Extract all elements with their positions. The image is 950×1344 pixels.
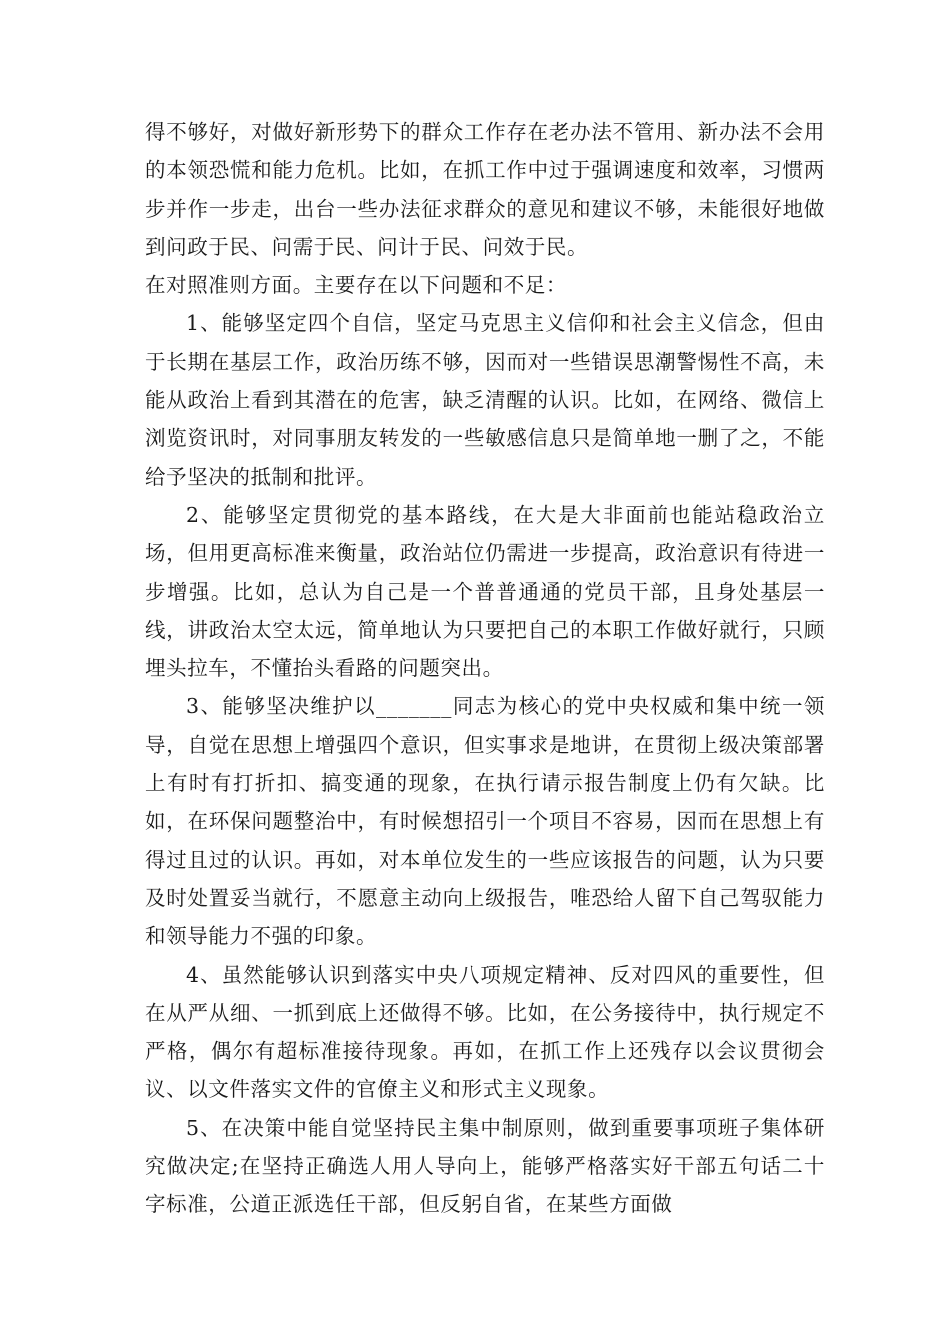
document-body <box>145 113 825 1224</box>
paragraph-continuation: 得不够好，对做好新形势下的群众工作存在老办法不管用、新办法不会用的本领恐慌和能力危机。比如，在抓工作中过于强调速度和效率，习惯两步并作一步走，出台一些办法征求群众的意见和建议不够，未能很好地做到问政于民、问需于民、问计于民、问效于民。 <box>145 120 825 259</box>
paragraph-item-3: 3、能够坚决维护以_______同志为核心的党中央权威和集中统一领导，自觉在思想上增强四个意识，但实事求是地讲，在贯彻上级决策部署上有时有打折扣、搞变通的现象，在执行请示报告制度上仍有欠缺。比如，在环保问题整治中，有时候想招引一个项目不容易，因而在思想上有得过且过的认识。再如，对本单位发生的一些应该报告的问题，认为只要及时处置妥当就行，不愿意主动向上级报告，唯恐给人留下自己驾驭能力和领导能力不强的印象。 <box>145 694 825 949</box>
paragraph-intro: 在对照准则方面。主要存在以下问题和不足： <box>145 273 567 298</box>
paragraph-item-2: 2、能够坚定贯彻党的基本路线，在大是大非面前也能站稳政治立场，但用更高标准来衡量，政治站位仍需进一步提高，政治意识有待进一步增强。比如，总认为自己是一个普普通通的党员干部，且身处基层一线，讲政治太空太远，简单地认为只要把自己的本职工作做好就行，只顾埋头拉车，不懂抬头看路的问题突出。 <box>145 502 825 681</box>
paragraph-item-1: 1、能够坚定四个自信，坚定马克思主义信仰和社会主义信念，但由于长期在基层工作，政治历练不够，因而对一些错误思潮警惕性不高，未能从政治上看到其潜在的危害，缺乏清醒的认识。比如，在网络、微信上浏览资讯时，对同事朋友转发的一些敏感信息只是简单地一删了之，不能给予坚决的抵制和批评。 <box>145 311 825 489</box>
paragraph-item-5: 5、在决策中能自觉坚持民主集中制原则，做到重要事项班子集体研究做决定;在坚持正确选人用人导向上，能够严格落实好干部五句话二十字标准，公道正派选任干部，但反躬自省，在某些方面做 <box>145 1115 825 1217</box>
paragraph-item-4: 4、虽然能够认识到落实中央八项规定精神、反对四风的重要性，但在从严从细、一抓到底上还做得不够。比如，在公务接待中，执行规定不严格，偶尔有超标准接待现象。再如，在抓工作上还残存以会议贯彻会议、以文件落实文件的官僚主义和形式主义现象。 <box>145 962 825 1102</box>
